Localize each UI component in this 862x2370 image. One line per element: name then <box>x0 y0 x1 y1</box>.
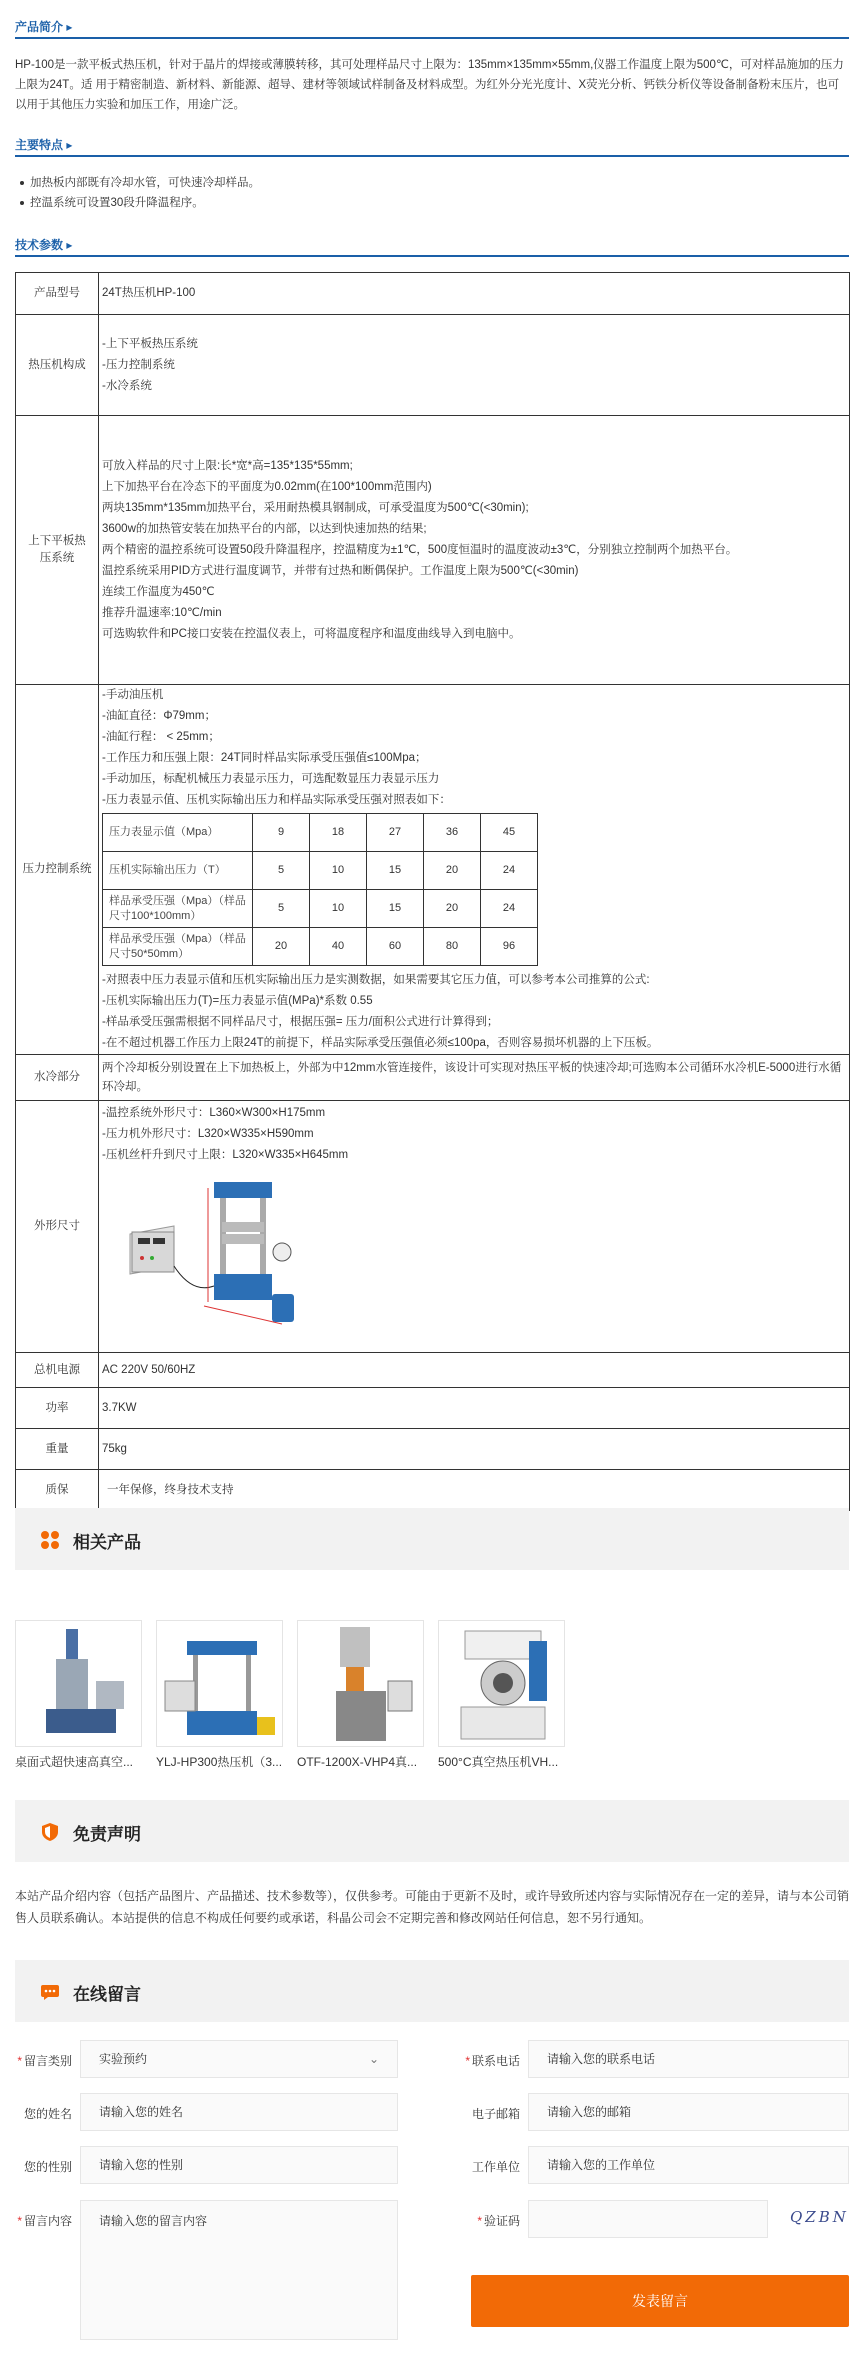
related-title: 相关产品 <box>73 1533 141 1552</box>
table-row <box>16 685 850 1055</box>
product-card[interactable] <box>156 1620 283 1770</box>
divider <box>15 255 849 257</box>
spec-label: 压力控制系统 <box>16 685 99 1055</box>
table-row <box>16 1101 850 1353</box>
captcha-image[interactable]: QZBN <box>790 2208 849 2226</box>
company-label: 工作单位 <box>471 2160 520 2174</box>
spec-label: 热压机构成 <box>16 315 99 416</box>
table-row <box>16 1470 850 1511</box>
spec-label: 水冷部分 <box>16 1055 99 1101</box>
spec-label: 外形尺寸 <box>16 1101 99 1353</box>
company-input[interactable]: 请输入您的工作单位 <box>528 2146 849 2184</box>
content-label: * 留言内容 <box>17 2214 72 2228</box>
captcha-input[interactable] <box>528 2200 768 2238</box>
product-name[interactable]: 桌面式超快速高真空... <box>15 1755 134 1769</box>
product-card[interactable] <box>438 1620 565 1770</box>
type-select[interactable]: 实验预约 ⌄ <box>80 2040 398 2078</box>
spec-value: 一年保修，终身技术支持 <box>99 1470 850 1511</box>
related-header <box>15 1508 849 1570</box>
divider <box>15 155 849 157</box>
table-row <box>16 416 850 685</box>
list-item: 加热板内部既有冷却水管，可快速冷却样品。 <box>20 173 260 193</box>
product-name[interactable]: YLJ-HP300热压机（3... <box>156 1755 283 1769</box>
table-row <box>16 1429 850 1470</box>
spec-label: 产品型号 <box>16 273 99 315</box>
spec-value: 75kg <box>99 1429 850 1470</box>
product-card[interactable] <box>297 1620 424 1770</box>
gender-label: 您的性别 <box>23 2160 72 2174</box>
spec-table <box>15 272 850 1511</box>
product-name[interactable]: OTF-1200X-VHP4真... <box>297 1755 418 1769</box>
name-input[interactable]: 请输入您的姓名 <box>80 2093 398 2131</box>
spec-label: 重量 <box>16 1429 99 1470</box>
phone-input[interactable]: 请输入您的联系电话 <box>528 2040 849 2078</box>
table-row <box>16 315 850 416</box>
spec-label: 总机电源 <box>16 1353 99 1388</box>
features-title: 主要特点 ▸ <box>15 138 73 152</box>
shield-icon <box>40 1822 60 1842</box>
product-thumb[interactable] <box>15 1620 142 1747</box>
specs-title: 技术参数 ▸ <box>15 238 73 252</box>
spec-value: -上下平板热压系统 -压力控制系统 -水冷系统 <box>99 315 850 416</box>
table-row: 样品承受压强（Mpa）（样品尺寸100*100mm） 5 10 15 20 24 <box>103 890 538 928</box>
product-thumb[interactable] <box>438 1620 565 1747</box>
spec-value: -温控系统外形尺寸：L360×W300×H175mm -压力机外形尺寸：L320×W335×H590mm -压机丝杆升到尺寸上限：L320×W335×H645mm <box>99 1101 850 1353</box>
submit-button[interactable]: 发表留言 <box>471 2275 849 2327</box>
table-row <box>16 1353 850 1388</box>
chevron-down-icon: ⌄ <box>368 2052 379 2066</box>
divider <box>15 37 849 39</box>
table-row <box>16 1055 850 1101</box>
phone-label: * 联系电话 <box>465 2054 520 2068</box>
chat-icon <box>40 1982 60 2002</box>
spec-label: 功率 <box>16 1388 99 1429</box>
gender-input[interactable]: 请输入您的性别 <box>80 2146 398 2184</box>
product-thumb[interactable] <box>297 1620 424 1747</box>
spec-value: 可放入样品的尺寸上限:长*宽*高=135*135*55mm; 上下加热平台在冷态下的平面度为0.02mm(在100*100mm范围内) 两块135mm*135mm加热平台，采用耐热模具钢制成，可承受温度为500℃(<30min); 3600w的加热管安装在加热平台的内部，以达到快速加热的结果; 两个精密的温控系统可设置50段升降温程序，控温精度为±1℃，500度恒温时的温度波动±3℃，分别独立控制两个加热平台。 温控系统采用PID方式进行温度调节，并带有过热和断偶保护。工作温度上限为500℃(<30min) 连续工作温度为450℃ 推荐升温速率:10℃/min 可选购软件和PC接口安装在控温仪表上，可将温度程序和温度曲线导入到电脑中。 <box>99 416 850 685</box>
type-label: * 留言类别 <box>17 2054 72 2068</box>
spec-value: -手动油压机 -油缸直径：Φ79mm； -油缸行程： < 25mm； -工作压力和压强上限：24T同时样品实际承受压强值≤100Mpa； -手动加压，标配机械压力表显示压力，可选配数显压力表显示压力 -压力表显示值、压机实际输出压力和样品实际承受压强对照表如下： 压力表显示值（Mpa） 9 18 27 36 45 压机实际输出压力（T） 5 10 15 20 24 样品承受压强（Mpa）（样品尺寸100*100mm） 5 10 15 20 24 样品承受压强（Mpa）（样品尺寸50*50mm） 20 40 60 80 96 -对照表中压力表显示值和压机实际输出压力是实测数据，如果需要其它压力值，可以参考本公司推算的公式: -压机实际输出压力(T)=压力表显示值(MPa)*系数 0.55 -样品承受压强需根据不同样品尺寸，根据压强= 压力/面积公式进行计算得到； -在不超过机器工作压力上限24T的前提下，样品实际承受压强值必须≤100pa，否则容易损坏机器的上下压板。 <box>99 685 850 1055</box>
captcha-label: * 验证码 <box>477 2214 520 2228</box>
grid-icon <box>40 1530 60 1550</box>
spec-value: 3.7KW <box>99 1388 850 1429</box>
table-row: 压力表显示值（Mpa） 9 18 27 36 45 <box>103 814 538 852</box>
product-thumb[interactable] <box>156 1620 283 1747</box>
table-row <box>16 273 850 315</box>
features-list <box>20 173 260 213</box>
intro-text: HP-100是一款平板式热压机，针对于晶片的焊接或薄膜转移，其可处理样品尺寸上限为：135mm×135mm×55mm,仪器工作温度上限为500℃，可对样品施加的压力上限为24T。适 用于精密制造、新材料、新能源、超导、建材等领域试样制备及材料成型。为红外分光光度计、X荧光分析、钙铁分析仪等设备制备粉末压片，也可以用于其他压力实验和加压工作，用途广泛。 <box>15 59 844 111</box>
disclaimer-title: 免责声明 <box>73 1825 141 1844</box>
spec-label: 质保 <box>16 1470 99 1511</box>
product-image <box>122 1174 302 1344</box>
pressure-table <box>102 813 538 966</box>
content-textarea[interactable]: 请输入您的留言内容 <box>80 2200 398 2340</box>
email-input[interactable]: 请输入您的邮箱 <box>528 2093 849 2131</box>
product-card[interactable] <box>15 1620 142 1770</box>
table-row: 样品承受压强（Mpa）（样品尺寸50*50mm） 20 40 60 80 96 <box>103 928 538 966</box>
message-title: 在线留言 <box>73 1985 141 2004</box>
disclaimer-text: 本站产品介绍内容（包括产品图片、产品描述、技术参数等），仅供参考。可能由于更新不及时，或许导致所述内容与实际情况存在一定的差异，请与本公司销售人员联系确认。本站提供的信息不构成任何要约或承诺，科晶公司会不定期完善和修改网站任何信息，恕不另行通知。 <box>15 1889 850 1925</box>
message-header <box>15 1960 849 2022</box>
table-row <box>16 1388 850 1429</box>
name-label: 您的姓名 <box>23 2107 72 2121</box>
list-item: 控温系统可设置30段升降温程序。 <box>20 193 260 213</box>
product-name[interactable]: 500°C真空热压机VH... <box>438 1755 559 1769</box>
spec-label: 上下平板热压系统 <box>16 416 99 685</box>
spec-value: AC 220V 50/60HZ <box>99 1353 850 1388</box>
intro-title: 产品简介 ▸ <box>15 20 73 34</box>
table-row: 压机实际输出压力（T） 5 10 15 20 24 <box>103 852 538 890</box>
spec-value: 两个冷却板分别设置在上下加热板上，外部为中12mm水管连接件，该设计可实现对热压平板的快速冷却;可选购本公司循环水冷机E-5000进行水循环冷却。 <box>99 1055 850 1101</box>
email-label: 电子邮箱 <box>471 2107 520 2121</box>
disclaimer-header <box>15 1800 849 1862</box>
spec-value: 24T热压机HP-100 <box>99 273 850 315</box>
